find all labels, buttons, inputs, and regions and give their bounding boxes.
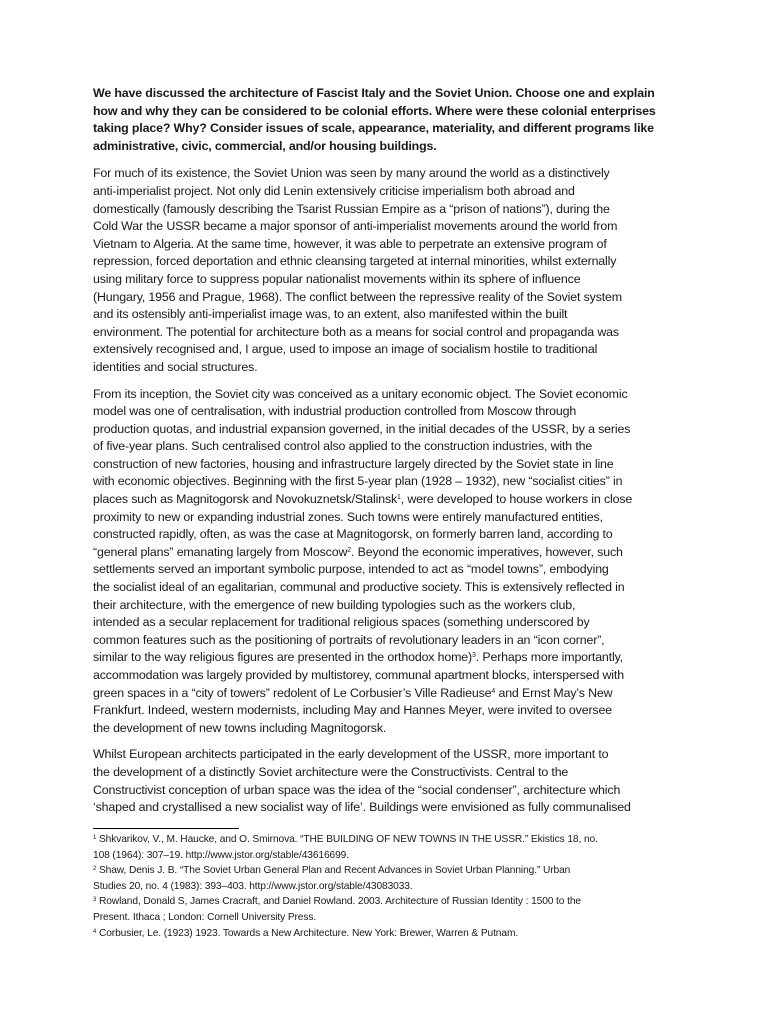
text-line: identities and social structures.: [93, 359, 258, 374]
footnote-1: [93, 832, 681, 863]
text-line: environment. The potential for architecture both as a means for social control and propaganda was: [93, 324, 619, 339]
footnote-text: Studies 20, no. 4 (1983): 393–403. http://www.jstor.org/stable/43083033.: [93, 880, 413, 892]
footnote-ref[interactable]: 2: [347, 546, 352, 554]
text-line: construction of new factories, housing and infrastructure largely directed by the Soviet state in line: [93, 456, 614, 471]
essay-question: We have discussed the architecture of Fascist Italy and the Soviet Union. Choose one and explain how and why they can be considered to be colonial efforts. Where were these colonial enterprises taking place? Why? Consider issues of scale, appearance, materiality, and different programs like administrative, civic, commercial, and/or housing buildings.: [93, 86, 656, 153]
text-line: constructed rapidly, often, as was the case at Magnitogorsk, on formerly barren land, according to: [93, 527, 613, 542]
text-line: anti-imperialist project. Not only did Lenin extensively criticise imperialism both abroad and: [93, 183, 575, 198]
text-line: their architecture, with the emergence of new building typologies such as the workers club,: [93, 597, 576, 612]
text-line: domestically (famously describing the Tsarist Russian Empire as a “prison of nations”), during the: [93, 201, 610, 216]
text-line: intended as a secular replacement for traditional religious spaces (something underscored by: [93, 615, 590, 630]
text-line: proximity to new or expanding industrial zones. Such towns were entirely manufactured entities,: [93, 509, 603, 524]
text-line: “general plans” emanating largely from Moscow$^2$. Beyond the economic imperatives, however, such: [93, 544, 623, 559]
text-line: For much of its existence, the Soviet Union was seen by many around the world as a distinctively: [93, 166, 610, 181]
text-line: common features such as the positioning of portraits of revolutionary leaders in an “icon corner”,: [93, 632, 605, 647]
text-line: similar to the way religious figures are presented in the orthodox home)$^3$. Perhaps more importantly,: [93, 650, 623, 665]
footnote-text: Shkvarikov, V., M. Haucke, and O. Smirnova. “THE BUILDING OF NEW TOWNS IN THE USSR.” Ekistics 18, no.: [98, 834, 598, 845]
text-line: Cold War the USSR became a major sponsor of anti-imperialist movements around the world from: [93, 219, 618, 234]
text-line: Whilst European architects participated in the early development of the USSR, more important to: [93, 747, 609, 762]
footnote-number: 4: [93, 928, 97, 935]
text-line: Frankfurt. Indeed, western modernists, including May and Hannes Meyer, were invited to oversee: [93, 703, 612, 718]
footnote-text: Present. Ithaca ; London: Cornell University Press.: [93, 911, 317, 923]
text-line: extensively recognised and, I argue, used to impose an image of socialism hostile to traditional: [93, 342, 598, 357]
paragraph-2: [93, 386, 681, 738]
text-line: green spaces in a “city of towers” redolent of Le Corbusier’s Ville Radieuse$^4$ and Ernst May’s New: [93, 685, 613, 700]
footnote-2: [93, 863, 681, 894]
footnote-4: [93, 926, 681, 942]
text-line: (Hungary, 1956 and Prague, 1968). The conflict between the repressive reality of the Soviet system: [93, 289, 622, 304]
footnote-number: 1: [93, 835, 97, 841]
footnote-separator: [93, 828, 239, 829]
footnote-text: 108 (1964): 307–19. http://www.jstor.org/stable/43616699.: [93, 849, 349, 861]
text-line: ‘shaped and crystallised a new socialist way of life’. Buildings were envisioned as fully communalised: [93, 800, 631, 815]
footnotes: [93, 832, 681, 941]
text-line: and its ostensibly anti-imperialist image was, to an extent, also manifested within the built: [93, 307, 568, 322]
text-line: accommodation was largely provided by multistorey, communal apartment blocks, interspersed with: [93, 668, 624, 682]
text-line: of five-year plans. Such centralised control also applied to the construction industries, with the: [93, 439, 593, 454]
text-line: Constructivist conception of urban space was the idea of the “social condenser”, architecture which: [93, 782, 621, 797]
text-line: model was one of centralisation, with industrial production controlled from Moscow through: [93, 404, 577, 419]
text-line: places such as Magnitogorsk and Novokuznetsk/Stalinsk$^1$, were developed to house workers in close: [93, 492, 633, 507]
paragraph-3: [93, 746, 681, 816]
text-line: using military force to suppress popular nationalist movements within its sphere of influence: [93, 271, 581, 286]
text-line: settlements served an important symbolic purpose, intended to act as “model towns”, embodying: [93, 562, 609, 577]
footnote-ref[interactable]: 4: [491, 687, 496, 695]
footnote-3: [93, 894, 681, 925]
footnote-ref[interactable]: 3: [472, 652, 476, 660]
text-line: with economic objectives. Beginning with the first 5-year plan (1928 – 1932), new “socialist cities” in: [93, 474, 623, 489]
footnote-text: Shaw, Denis J. B. “The Soviet Urban General Plan and Recent Advances in Soviet Urban Planning.” Urban: [98, 865, 571, 877]
paragraph-1: [93, 165, 681, 376]
text-line: production quotas, and industrial expansion governed, in the initial decades of the USSR, by a series: [93, 421, 631, 436]
footnote-ref[interactable]: 1: [397, 494, 401, 502]
footnote-text: Corbusier, Le. (1923) 1923. Towards a New Architecture. New York: Brewer, Warren & Putnam.: [98, 927, 519, 939]
text-line: repression, forced deportation and ethnic cleansing targeted at internal minorities, whilst externally: [93, 254, 617, 269]
text-line: From its inception, the Soviet city was conceived as a unitary economic object. The Soviet economic: [93, 386, 628, 401]
text-line: Vietnam to Algeria. At the same time, however, it was able to perpetrate an extensive program of: [93, 236, 607, 251]
text-line: the development of a distinctly Soviet architecture were the Constructivists. Central to the: [93, 764, 569, 779]
text-line: the development of new towns including Magnitogorsk.: [93, 720, 387, 735]
text-line: the socialist ideal of an egalitarian, communal and productive society. This is extensively reflected in: [93, 580, 625, 595]
footnote-text: Rowland, Donald S, James Cracraft, and Daniel Rowland. 2003. Architecture of Russian Identity : 1500 to the: [98, 896, 581, 908]
footnote-number: 2: [93, 866, 97, 873]
document-body: [93, 85, 681, 826]
footnote-number: 3: [93, 897, 97, 904]
